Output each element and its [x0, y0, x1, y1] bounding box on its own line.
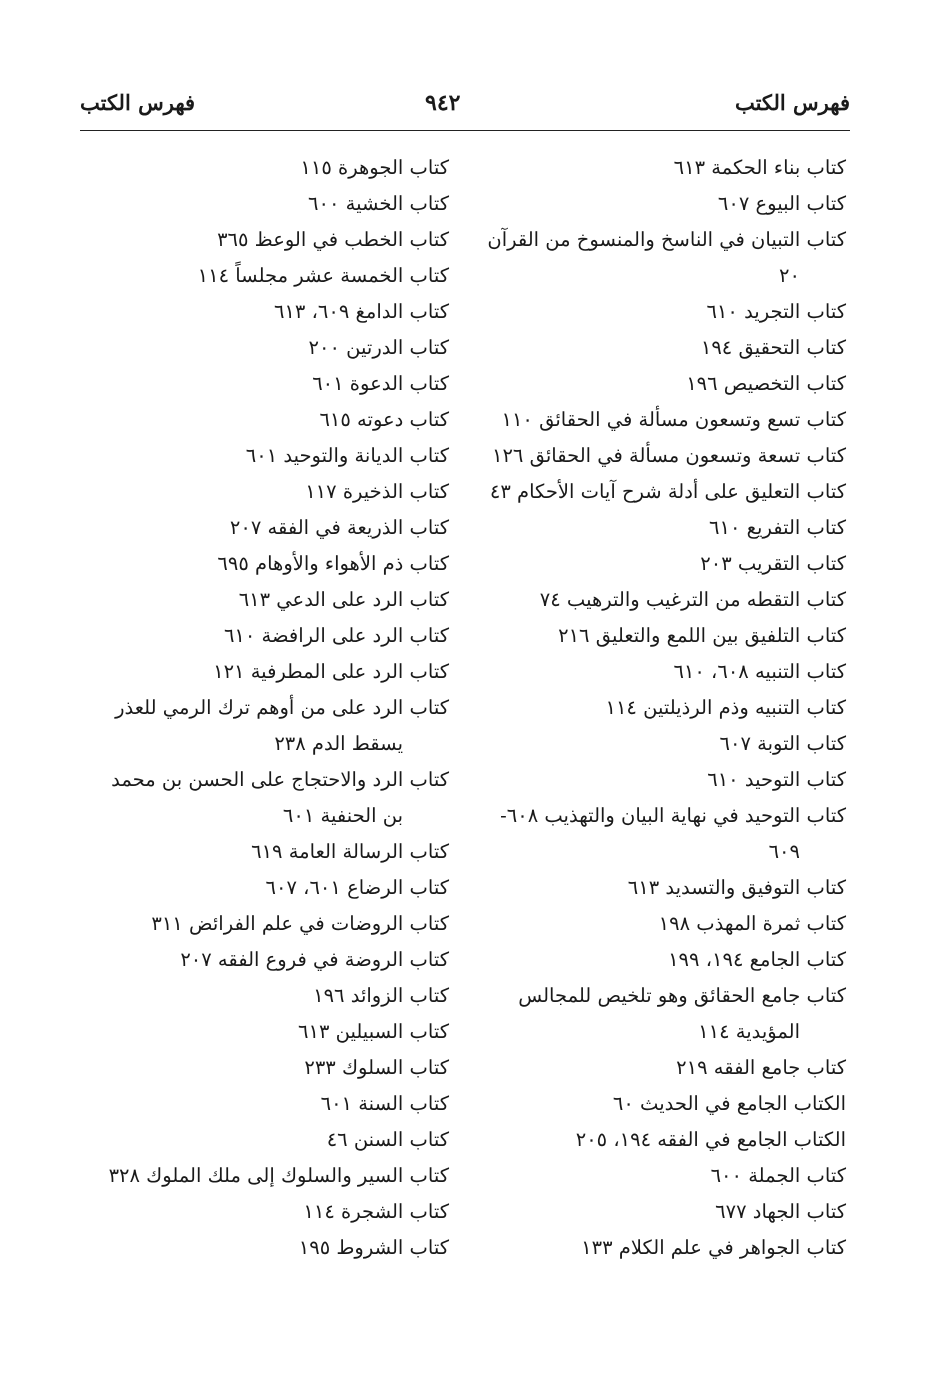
index-entry: [476, 438, 846, 474]
index-entry-title: كتاب التعليق على أدلة شرح آيات الأحكام ٤٣: [489, 480, 846, 503]
index-entry: [77, 222, 449, 258]
index-entry-title: كتاب الشجرة ١١٤: [303, 1200, 449, 1223]
index-column-left: [77, 150, 449, 1266]
index-entry: [476, 726, 846, 762]
index-entry-title: كتاب الذريعة في الفقه ٢٠٧: [229, 516, 449, 539]
index-entry-title: الكتاب الجامع في الحديث ٦٠: [612, 1092, 846, 1115]
index-entry: [476, 798, 846, 870]
index-entry: [77, 1194, 449, 1230]
index-entry-title: كتاب التخصيص ١٩٦: [686, 372, 846, 395]
index-entry: [476, 186, 846, 222]
index-entry: [77, 762, 449, 834]
index-entry-title: كتاب جامع الحقائق وهو تلخيص للمجالس: [518, 984, 846, 1007]
index-entry: [476, 222, 846, 294]
index-entry-continuation: بن الحنفية ٦٠١: [282, 804, 403, 827]
index-entry: [476, 582, 846, 618]
index-entry: [476, 762, 846, 798]
index-entry: [476, 1086, 846, 1122]
index-entry-title: الكتاب الجامع في الفقه ١٩٤، ٢٠٥: [575, 1128, 846, 1151]
index-entry-title: كتاب الرد والاحتجاج على الحسن بن محمد: [111, 768, 449, 791]
index-entry: [77, 294, 449, 330]
index-entry-title: كتاب الدرتين ٢٠٠: [308, 336, 449, 359]
index-entry-title: كتاب التفريع ٦١٠: [709, 516, 846, 539]
index-entry: [77, 1086, 449, 1122]
index-entry: [77, 402, 449, 438]
index-entry: [77, 546, 449, 582]
index-entry: [476, 546, 846, 582]
index-entry-title: كتاب الجملة ٦٠٠: [710, 1164, 846, 1187]
index-entry: [77, 366, 449, 402]
index-entry: [77, 618, 449, 654]
running-title-left: فهرس الكتب: [80, 90, 196, 115]
index-entry-title: كتاب الروضات في علم الفرائض ٣١١: [151, 912, 449, 935]
index-entry: [77, 186, 449, 222]
index-entry: [77, 978, 449, 1014]
index-entry-title: كتاب السنة ٦٠١: [320, 1092, 449, 1115]
index-entry-title: كتاب الجامع ١٩٤، ١٩٩: [668, 948, 846, 971]
index-entry-title: كتاب التحقيق ١٩٤: [700, 336, 846, 359]
index-entry-title: كتاب ثمرة المهذب ١٩٨: [658, 912, 846, 935]
running-header: [80, 90, 850, 131]
index-entry-title: كتاب الرد على المطرفية ١٢١: [213, 660, 449, 683]
index-entry-title: كتاب الروضة في فروع الفقه ٢٠٧: [180, 948, 449, 971]
index-entry-title: كتاب التبيان في الناسخ والمنسوخ من القرآن: [487, 228, 846, 251]
index-entry: [77, 1050, 449, 1086]
index-entry-title: كتاب الجهاد ٦٧٧: [715, 1200, 846, 1223]
page-number: ٩٤٢: [425, 90, 461, 116]
index-entry: [476, 294, 846, 330]
index-entry-title: كتاب السبيلين ٦١٣: [298, 1020, 449, 1043]
index-entry-continuation: يسقط الدم ٢٣٨: [274, 732, 403, 755]
index-entry-title: كتاب الرد على من أوهم ترك الرمي للعذر: [115, 696, 449, 719]
index-entry-title: كتاب الرسالة العامة ٦١٩: [251, 840, 449, 863]
index-entry-title: كتاب الدامغ ٦٠٩، ٦١٣: [273, 300, 449, 323]
index-entry-title: كتاب الرد على الدعي ٦١٣: [238, 588, 449, 611]
index-entry: [77, 582, 449, 618]
index-entry-title: كتاب التوحيد في نهاية البيان والتهذيب ٦٠٨-: [500, 804, 846, 827]
index-entry: [77, 510, 449, 546]
index-entry: [476, 654, 846, 690]
running-title-right: فهرس الكتب: [734, 90, 850, 115]
index-entry: [77, 834, 449, 870]
index-entry-title: كتاب ذم الأهواء والأوهام ٦٩٥: [217, 552, 449, 575]
index-entry-title: كتاب الذخيرة ١١٧: [305, 480, 449, 503]
index-entry: [476, 1230, 846, 1266]
index-entry-title: كتاب التنبيه ٦٠٨، ٦١٠: [673, 660, 846, 683]
index-entry: [476, 1158, 846, 1194]
index-entry-title: كتاب التنبيه وذم الرذيلتين ١١٤: [605, 696, 846, 719]
index-entry-title: كتاب التقطه من الترغيب والترهيب ٧٤: [539, 588, 846, 611]
index-entry-title: كتاب التوفيق والتسديد ٦١٣: [627, 876, 846, 899]
index-entry: [77, 1230, 449, 1266]
index-entry-title: كتاب بناء الحكمة ٦١٣: [673, 156, 846, 179]
index-entry-title: كتاب السنن ٤٦: [326, 1128, 449, 1151]
index-entry: [476, 474, 846, 510]
index-entry: [77, 690, 449, 762]
index-entry-title: كتاب التوبة ٦٠٧: [719, 732, 846, 755]
index-entry-title: كتاب الدعوة ٦٠١: [312, 372, 449, 395]
index-entry-title: كتاب البيوع ٦٠٧: [717, 192, 846, 215]
index-entry: [476, 402, 846, 438]
index-entry: [77, 906, 449, 942]
index-entry: [77, 1158, 449, 1194]
index-column-right: [476, 150, 846, 1266]
index-entry-title: كتاب السير والسلوك إلى ملك الملوك ٣٢٨: [108, 1164, 449, 1187]
index-entry: [476, 690, 846, 726]
index-entry-title: كتاب الجواهر في علم الكلام ١٣٣: [581, 1236, 846, 1259]
index-entry-title: كتاب السلوك ٢٣٣: [304, 1056, 449, 1079]
index-entry-title: كتاب تسع وتسعون مسألة في الحقائق ١١٠: [501, 408, 846, 431]
index-entry: [77, 1014, 449, 1050]
index-entry: [77, 474, 449, 510]
index-entry-title: كتاب الخشية ٦٠٠: [308, 192, 449, 215]
index-entry: [476, 618, 846, 654]
index-entry: [77, 654, 449, 690]
index-entry: [77, 438, 449, 474]
index-entry: [476, 906, 846, 942]
index-entry: [476, 1122, 846, 1158]
index-entry: [77, 258, 449, 294]
index-entry: [476, 330, 846, 366]
index-entry-title: كتاب الجوهرة ١١٥: [300, 156, 449, 179]
index-entry-title: كتاب التقريب ٢٠٣: [700, 552, 846, 575]
index-entry: [77, 870, 449, 906]
index-entry-title: كتاب الرضاع ٦٠١، ٦٠٧: [265, 876, 449, 899]
index-entry-title: كتاب تسعة وتسعون مسألة في الحقائق ١٢٦: [491, 444, 846, 467]
index-entry-title: كتاب التلفيق بين اللمع والتعليق ٢١٦: [558, 624, 846, 647]
index-entry: [476, 366, 846, 402]
index-entry: [476, 942, 846, 978]
index-entry-title: كتاب دعوته ٦١٥: [319, 408, 449, 431]
index-entry-title: كتاب الزوائد ١٩٦: [313, 984, 449, 1007]
index-entry: [476, 978, 846, 1050]
index-entry: [476, 1050, 846, 1086]
index-entry: [476, 150, 846, 186]
index-entry: [77, 330, 449, 366]
index-entry-title: كتاب الشروط ١٩٥: [298, 1236, 449, 1259]
index-entry-title: كتاب الخمسة عشر مجلساً ١١٤: [197, 264, 449, 287]
index-entry: [476, 1194, 846, 1230]
index-entry-title: كتاب الخطب في الوعظ ٣٦٥: [217, 228, 449, 251]
index-entry-continuation: ٢٠: [779, 264, 800, 287]
index-entry: [77, 942, 449, 978]
index-entry-title: كتاب التوحيد ٦١٠: [707, 768, 846, 791]
index-entry: [77, 1122, 449, 1158]
index-entry-title: كتاب الديانة والتوحيد ٦٠١: [245, 444, 449, 467]
index-entry-title: كتاب الرد على الرافضة ٦١٠: [223, 624, 449, 647]
index-entry-continuation: ٦٠٩: [768, 840, 800, 863]
index-entry: [476, 870, 846, 906]
index-entry-title: كتاب التجريد ٦١٠: [706, 300, 846, 323]
index-entry: [77, 150, 449, 186]
index-entry: [476, 510, 846, 546]
index-entry-title: كتاب جامع الفقه ٢١٩: [676, 1056, 846, 1079]
index-entry-continuation: المؤيدية ١١٤: [698, 1020, 800, 1043]
